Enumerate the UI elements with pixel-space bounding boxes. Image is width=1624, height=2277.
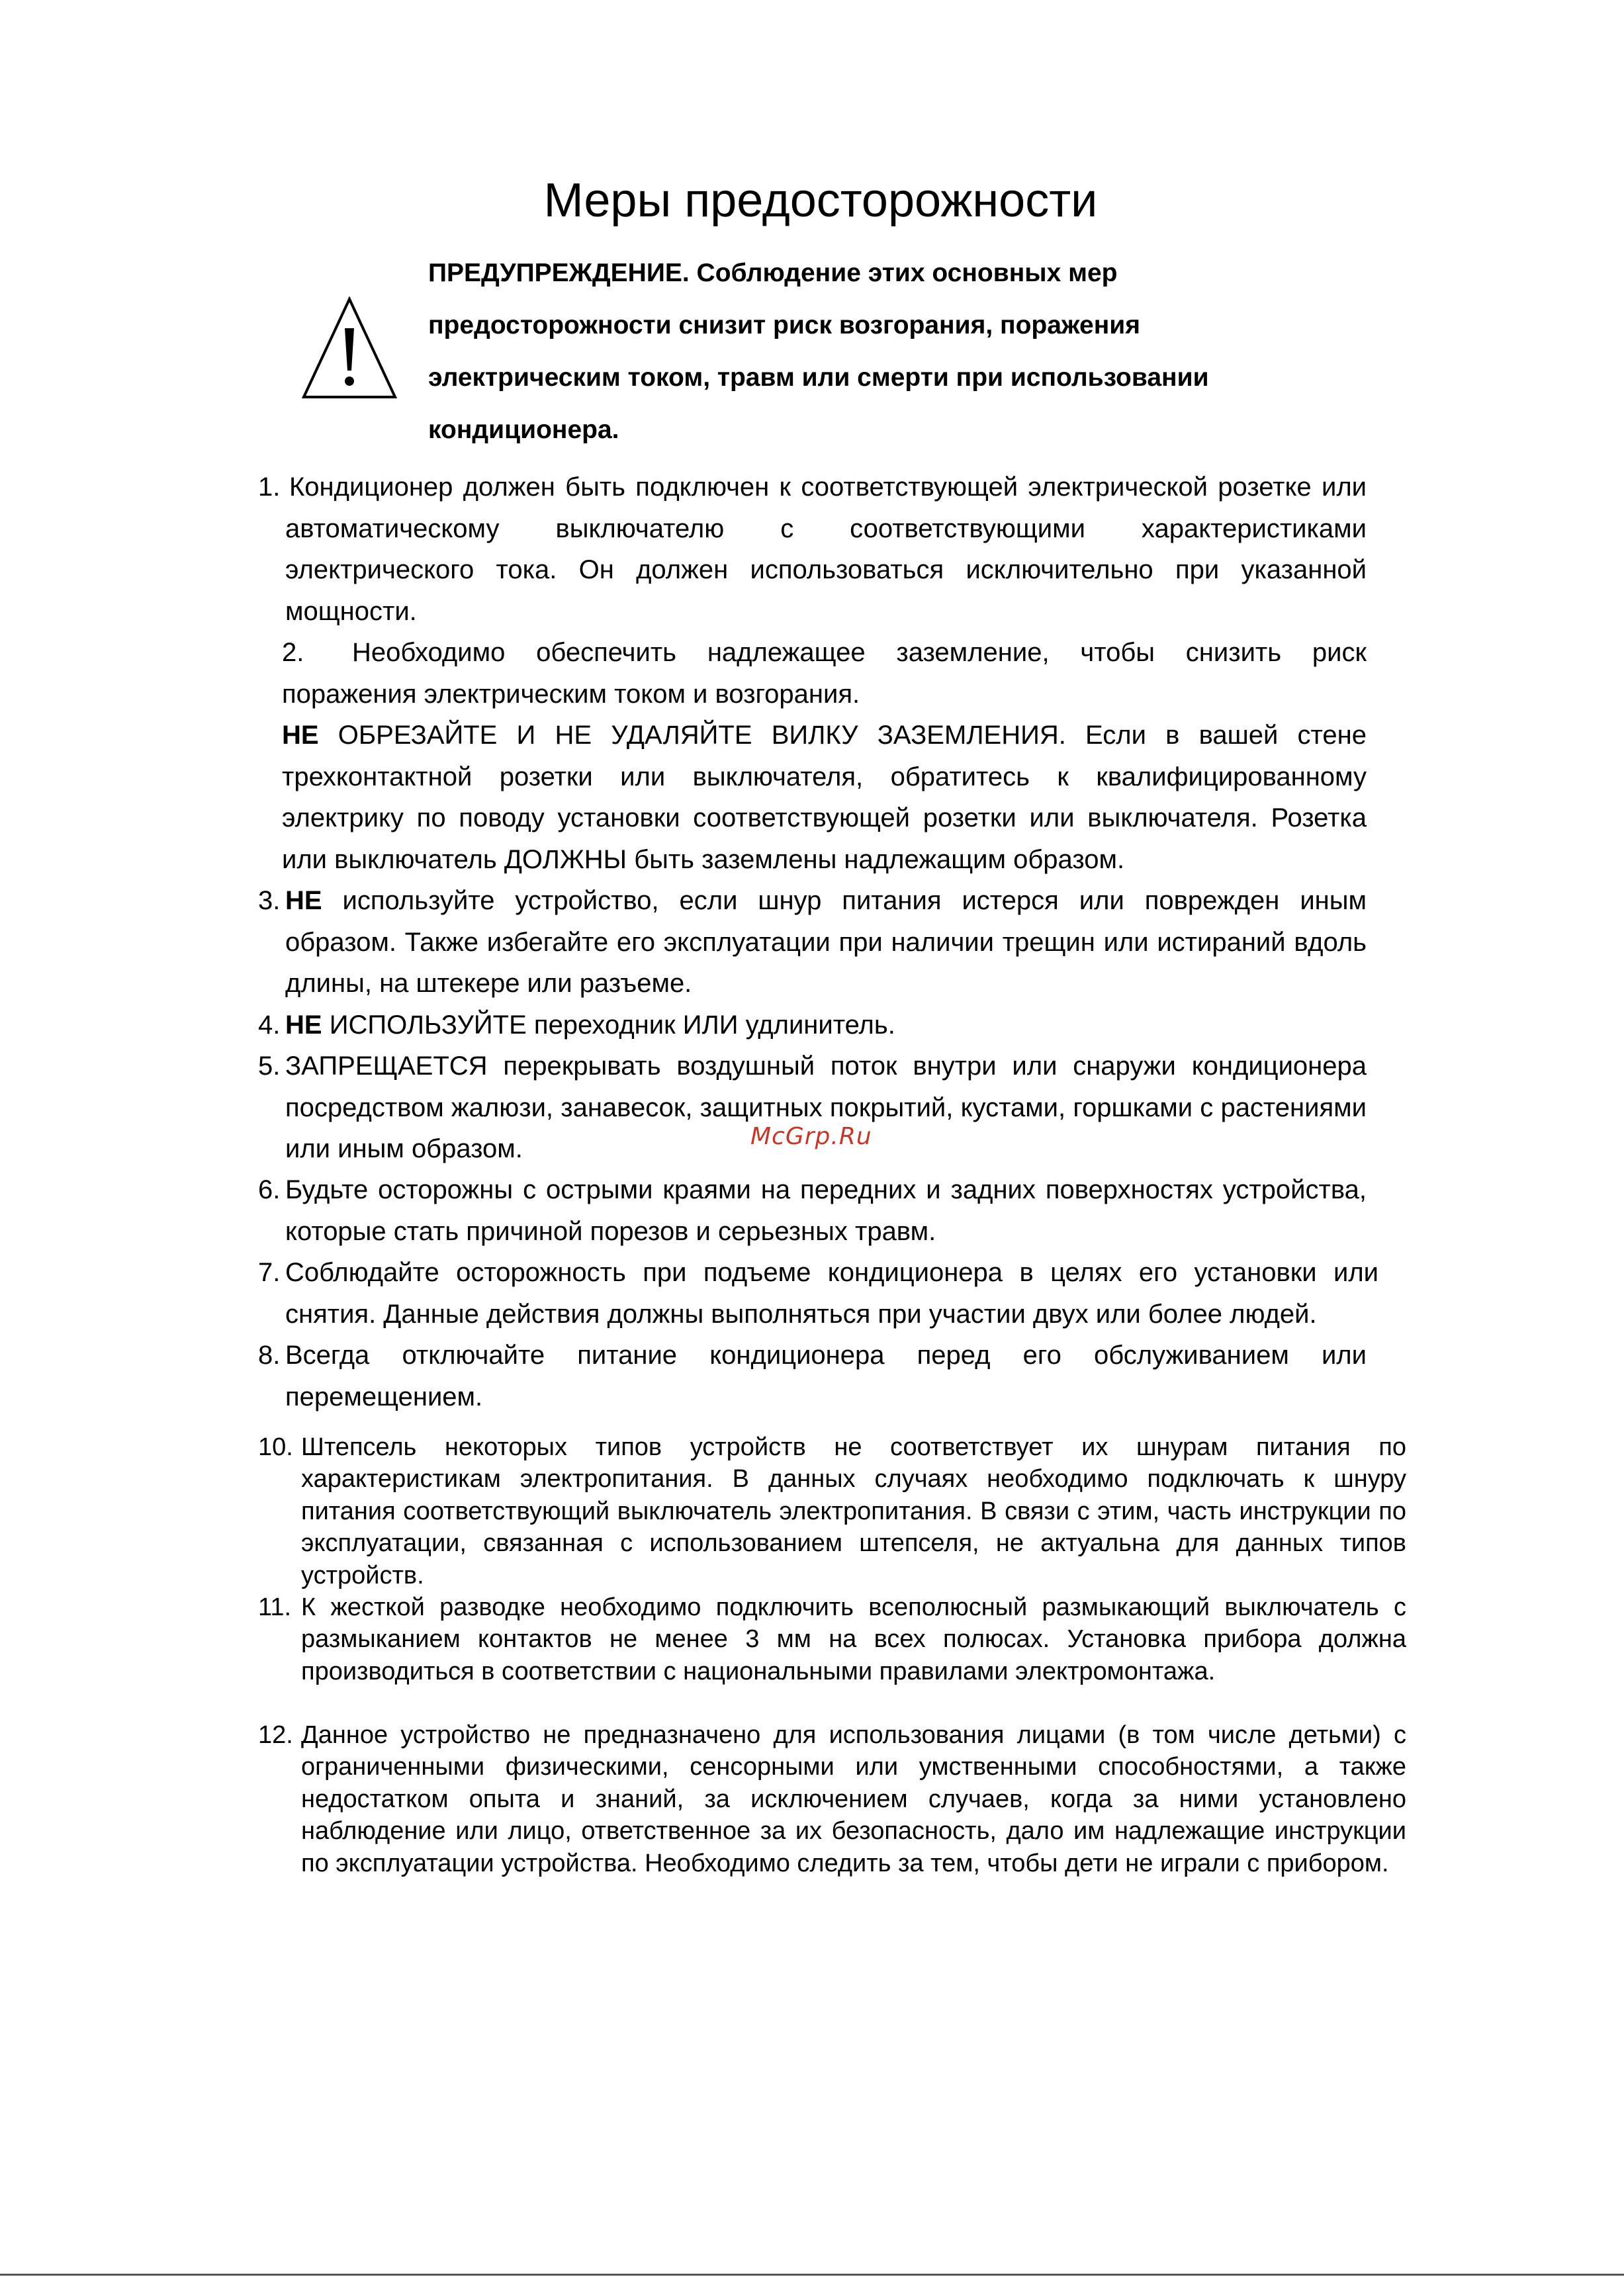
list-item xyxy=(258,1005,1367,1046)
item-emphasis: НЕ xyxy=(285,1010,322,1040)
item-number: 8. xyxy=(258,1341,281,1370)
item-emphasis: НЕ xyxy=(282,721,319,750)
item-text: Будьте осторожны с острыми краями на передних и задних поверхностях устройства, которые стать причиной порезов и серьезных травм. xyxy=(285,1175,1367,1246)
item-number: 7. xyxy=(258,1258,281,1287)
watermark: McGrp.Ru xyxy=(750,1123,872,1150)
warning-text: ПРЕДУПРЕЖДЕНИЕ. Соблюдение этих основных мер предосторожности снизит риск возгорания, поражения электрическим током, травм или смерти при использовании кондиционера. xyxy=(428,259,1209,444)
item-text: Данное устройство не предназначено для использования лицами (в том числе детьми) с ограниченными физическими, сенсорными или умственными способностями, а также недостатком опыта и знаний, за исключением случаев, когда за ними установлено наблюдение или лицо, ответственное за их безопасность, дало им надлежащие инструкции по эксплуатации устройства. Необходимо следить за тем, чтобы дети не играли с прибором. xyxy=(301,1721,1406,1877)
item-number: 5. xyxy=(258,1051,281,1081)
item-number: 4. xyxy=(258,1010,281,1040)
item-emphasis: НЕ xyxy=(285,886,322,915)
item-number: 3. xyxy=(258,886,281,915)
item-text: ОБРЕЗАЙТЕ И НЕ УДАЛЯЙТЕ ВИЛКУ ЗАЗЕМЛЕНИЯ. Если в вашей стене трехконтактной розетки или выключателя, обратитесь к квалифицированному электрику по поводу установки соответствующей розетки или выключателя. Розетка или выключатель ДОЛЖНЫ быть заземлены надлежащим образом. xyxy=(282,721,1367,874)
page-bottom-border xyxy=(0,2274,1624,2276)
item-number: 2. xyxy=(282,638,304,667)
item-number: 1. xyxy=(258,472,281,502)
item-text: ЗАПРЕЩАЕТСЯ перекрывать воздушный поток внутри или снаружи кондиционера посредством жалюзи, занавесок, защитных покрытий, кустами, горшками с растениями или иным образом. xyxy=(285,1051,1367,1163)
list-item xyxy=(258,1252,1378,1335)
list-item xyxy=(282,715,1367,880)
item-text: Всегда отключайте питание кондиционера перед его обслуживанием или перемещением. xyxy=(285,1341,1367,1411)
list-item xyxy=(258,880,1367,1005)
item-text: Штепсель некоторых типов устройств не соответствует их шнурам питания по характеристикам электропитания. В данных случаях необходимо подключать к шнуру питания соответствующий выключатель электропитания. В связи с этим, часть инструкции по эксплуатации, связанная с использованием штепселя, не актуальна для данных типов устройств. xyxy=(301,1433,1406,1589)
list-item xyxy=(258,1046,1367,1170)
item-text: используйте устройство, если шнур питания истерся или поврежден иным образом. Также избегайте его эксплуатации при наличии трещин или истираний вдоль длины, на штекере или разъеме. xyxy=(285,886,1367,998)
item-text: Кондиционер должен быть подключен к соответствующей электрической розетке или автоматическому выключателю с соответствующими характеристиками электрического тока. Он должен использоваться исключительно при указанной мощности. xyxy=(285,472,1367,626)
list-item xyxy=(282,632,1367,715)
item-number: 6. xyxy=(258,1175,281,1204)
list-item xyxy=(258,467,1367,632)
item-text: Необходимо обеспечить надлежащее заземление, чтобы снизить риск поражения электрическим током и возгорания. xyxy=(282,638,1367,709)
item-number: 12. xyxy=(258,1721,293,1749)
page-title: Меры предосторожности xyxy=(543,174,1098,227)
list-item xyxy=(258,1335,1367,1417)
list-item xyxy=(258,1431,1406,1591)
list-item xyxy=(258,1169,1367,1252)
item-number: 11. xyxy=(258,1593,292,1621)
list-item xyxy=(258,1591,1406,1687)
item-text: К жесткой разводке необходимо подключить всеполюсный размыкающий выключатель с размыканием контактов не менее 3 мм на всех полюсах. Установка прибора должна производиться в соответствии с национальными правилами электромонтажа. xyxy=(301,1593,1406,1685)
list-item xyxy=(258,1719,1406,1879)
item-number: 10. xyxy=(258,1433,293,1461)
item-text: ИСПОЛЬЗУЙТЕ переходник ИЛИ удлинитель. xyxy=(329,1010,895,1040)
warning-triangle-icon xyxy=(301,296,398,400)
item-text: Соблюдайте осторожность при подъеме кондиционера в целях его установки или снятия. Данные действия должны выполняться при участии двух или более людей. xyxy=(285,1258,1378,1329)
